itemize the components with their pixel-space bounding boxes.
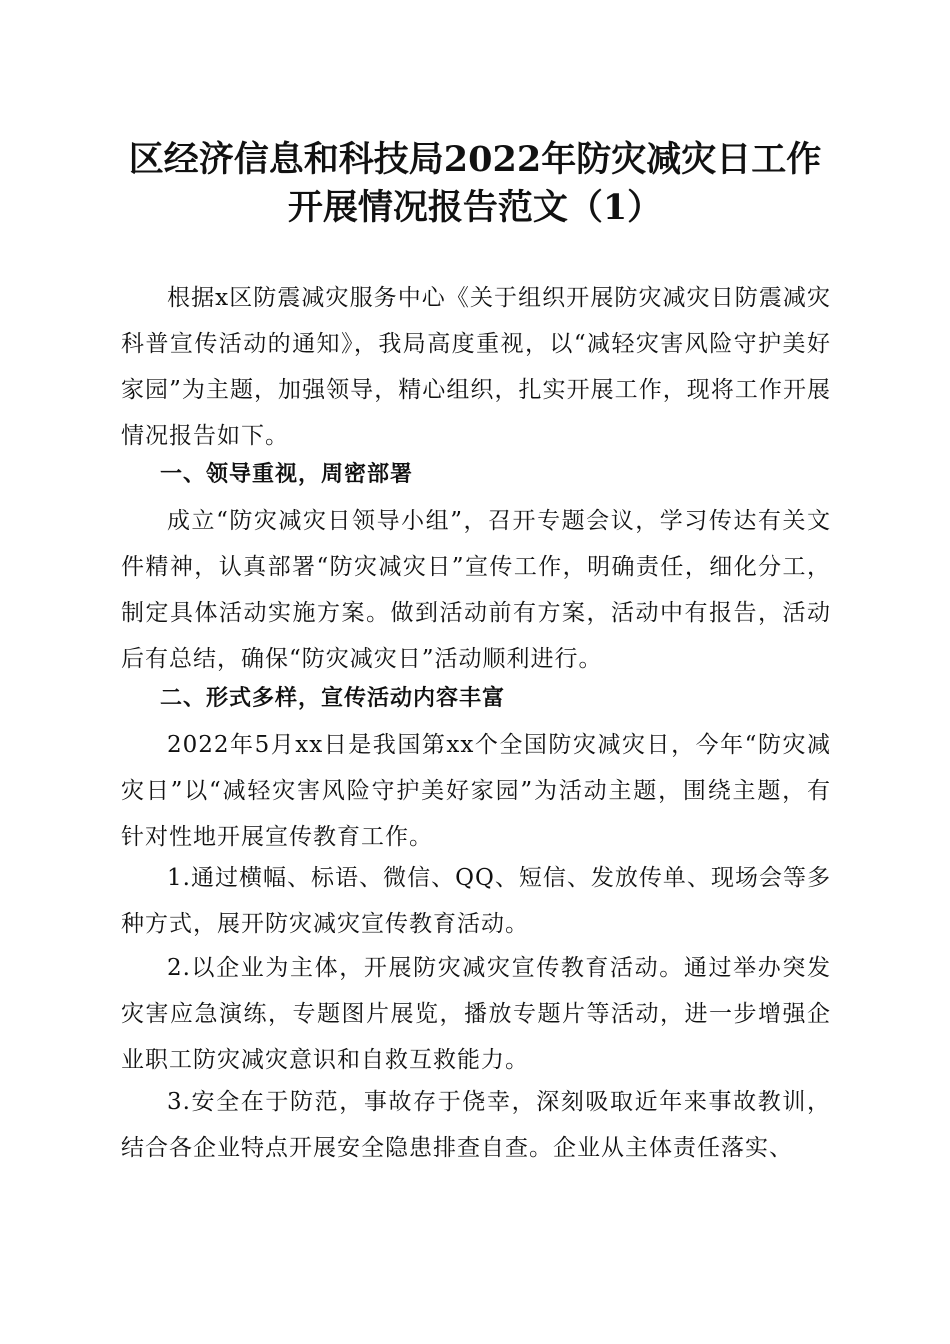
list-item-1: 1.通过横幅、标语、微信、QQ、短信、发放传单、现场会等多种方式，展开防灾减灾宣传教育活动。 xyxy=(121,865,831,937)
intro-paragraph: 根据x区防震减灾服务中心《关于组织开展防灾减灾日防震减灾科普宣传活动的通知》，我局高度重视，以“减轻灾害风险守护美好家园”为主题，加强领导，精心组织，扎实开展工作，现将工作开展情况报告如下。 xyxy=(121,285,831,449)
list-item-3: 3.安全在于防范，事故存于侥幸，深刻吸取近年来事故教训，结合各企业特点开展安全隐患排查自查。企业从主体责任落实、 xyxy=(121,1089,831,1161)
section-1-heading: 一、领导重视，周密部署 xyxy=(160,462,414,487)
document-title-line-2: 开展情况报告范文（1） xyxy=(287,187,663,228)
section-1-paragraph: 成立“防灾减灾日领导小组”，召开专题会议，学习传达有关文件精神，认真部署“防灾减灾日”宣传工作，明确责任，细化分工，制定具体活动实施方案。做到活动前有方案，活动中有报告，活动后有总结，确保“防灾减灾日”活动顺利进行。 xyxy=(121,508,831,672)
list-item-2: 2.以企业为主体，开展防灾减灾宣传教育活动。通过举办突发灾害应急演练，专题图片展览，播放专题片等活动，进一步增强企业职工防灾减灾意识和自救互救能力。 xyxy=(121,955,831,1073)
section-2-heading: 二、形式多样，宣传活动内容丰富 xyxy=(160,686,506,711)
document-title-line-1: 区经济信息和科技局2022年防灾减灾日工作 xyxy=(128,139,822,180)
section-2-paragraph: 2022年5月xx日是我国第xx个全国防灾减灾日，今年“防灾减灾日”以“减轻灾害风险守护美好家园”为活动主题，围绕主题，有针对性地开展宣传教育工作。 xyxy=(121,732,831,850)
